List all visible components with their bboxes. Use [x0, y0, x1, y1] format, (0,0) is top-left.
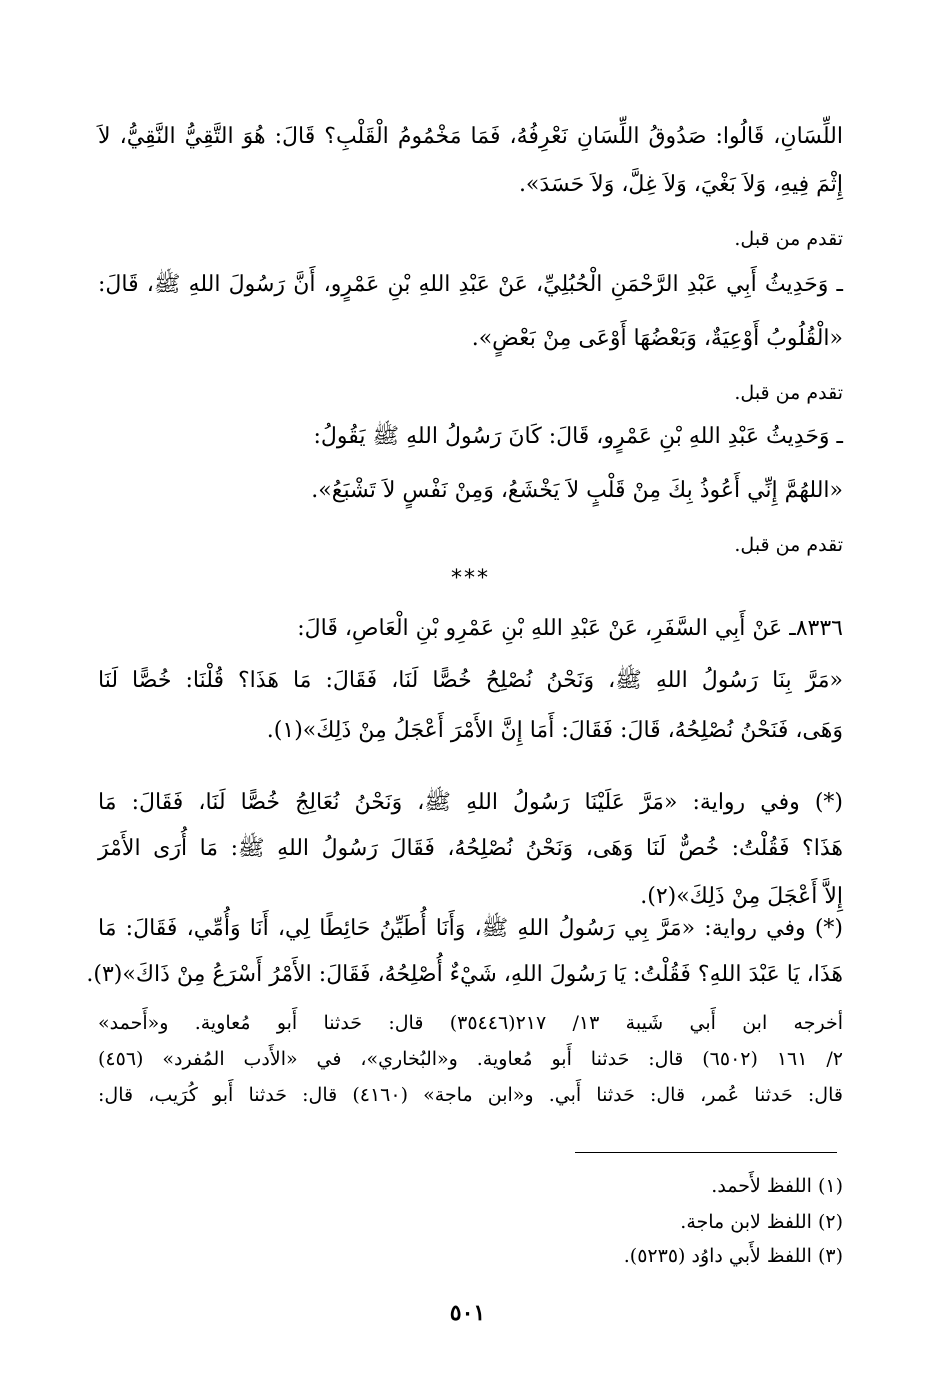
page-number: ٥٠١ [449, 1300, 486, 1326]
text-line: إِلاَّ أَعْجَلَ مِنْ ذَلِكَ»(٢). [640, 884, 843, 909]
text-line: تقدم من قبل. [734, 382, 843, 404]
text-line: (*) وفي رواية: «مَرَّ بِي رَسُولُ اللهِ ﷺ، وَأَنَا أُطَيِّنُ حَائِطًا لِي، أَنَا وَأُمِّي، فَقَالَ: مَا [98, 916, 843, 941]
text-line: «الْقُلُوبُ أَوْعِيَةٌ، وَبَعْضُهَا أَوْعَى مِنْ بَعْضٍ». [471, 326, 843, 351]
section-separator: *** [451, 566, 490, 591]
text-line: وَهَى، فَنَحْنُ نُصْلِحُهُ، قَالَ: فَقَالَ: أَمَا إِنَّ الأَمْرَ أَعْجَلُ مِنْ ذَلِكَ»(١). [266, 718, 843, 743]
text-line: «مَرَّ بِنَا رَسُولُ اللهِ ﷺ، وَنَحْنُ نُصْلِحُ خُصًّا لَنَا، فَقَالَ: مَا هَذَا؟ قُلْنَا: خُصًّا لَنَا [98, 668, 843, 693]
text-line: «اللهُمَّ إِنِّي أَعُوذُ بِكَ مِنْ قَلْبٍ لاَ يَخْشَعُ، وَمِنْ نَفْسٍ لاَ تَشْبَعُ». [311, 478, 843, 503]
text-line: ـ وَحَدِيثُ عَبْدِ اللهِ بْنِ عَمْرٍو، قَالَ: كَانَ رَسُولُ اللهِ ﷺ يَقُولُ: [313, 424, 843, 449]
text-line: إِثْمَ فِيهِ، وَلاَ بَغْيَ، وَلاَ غِلَّ، وَلاَ حَسَدَ». [518, 172, 843, 197]
footnote: (٣) اللفظ لأَبي داوُد (٥٢٣٥). [623, 1245, 843, 1267]
footnote-divider [575, 1152, 837, 1153]
text-line: اللِّسَانِ، قَالُوا: صَدُوقُ اللِّسَانِ نَعْرِفُهُ، فَمَا مَخْمُومُ الْقَلْبِ؟ قَالَ: هُوَ التَّقِيُّ النَّقِيُّ، لاَ [98, 124, 843, 149]
footnote: (١) اللفظ لأَحمد. [711, 1175, 843, 1197]
text-line: ٨٣٣٦ـ عَنْ أَبِي السَّفَرِ، عَنْ عَبْدِ اللهِ بْنِ عَمْرِو بْنِ الْعَاصِ، قَالَ: [297, 616, 843, 641]
text-line: تقدم من قبل. [734, 228, 843, 250]
text-line: تقدم من قبل. [734, 534, 843, 556]
text-line: ـ وَحَدِيثُ أَبِي عَبْدِ الرَّحْمَنِ الْحُبُلِيِّ، عَنْ عَبْدِ اللهِ بْنِ عَمْرٍو، أَنَّ رَسُولَ اللهِ ﷺ، قَالَ: [98, 272, 843, 297]
text-line: هَذَا، يَا عَبْدَ اللهِ؟ فَقُلْتُ: يَا رَسُولَ اللهِ، شَيْءٌ أُصْلِحُهُ، فَقَالَ: الأَمْرُ أَسْرَعُ مِنْ ذَاكَ»(٣). [86, 962, 843, 987]
text-line: أخرجه ابن أَبي شَيبة ١٣/ ٢١٧(٣٥٤٤٦) قال: حَدثنا أَبو مُعاوية. و«أَحمد» [98, 1012, 843, 1034]
text-line: قال: حَدثنا عُمر، قال: حَدثنا أَبي. و«ابن ماجة» (٤١٦٠) قال: حَدثنا أَبو كُرَيب، قال: [98, 1084, 843, 1106]
text-line: هَذَا؟ فَقُلْتُ: خُصٌّ لَنَا وَهَى، وَنَحْنُ نُصْلِحُهُ، فَقَالَ رَسُولُ اللهِ ﷺ: مَا أُرَى الأَمْرَ [98, 836, 843, 861]
footnote: (٢) اللفظ لابن ماجة. [680, 1211, 843, 1233]
text-line: (*) وفي رواية: «مَرَّ عَلَيْنَا رَسُولُ اللهِ ﷺ، وَنَحْنُ نُعَالِجُ خُصًّا لَنَا، فَقَالَ: مَا [98, 790, 843, 815]
text-line: ٢/ ١٦١ (٦٥٠٢) قال: حَدثنا أَبو مُعاوية. و«البُخاري»، في «الأَدب المُفرد» (٤٥٦) [98, 1048, 843, 1070]
